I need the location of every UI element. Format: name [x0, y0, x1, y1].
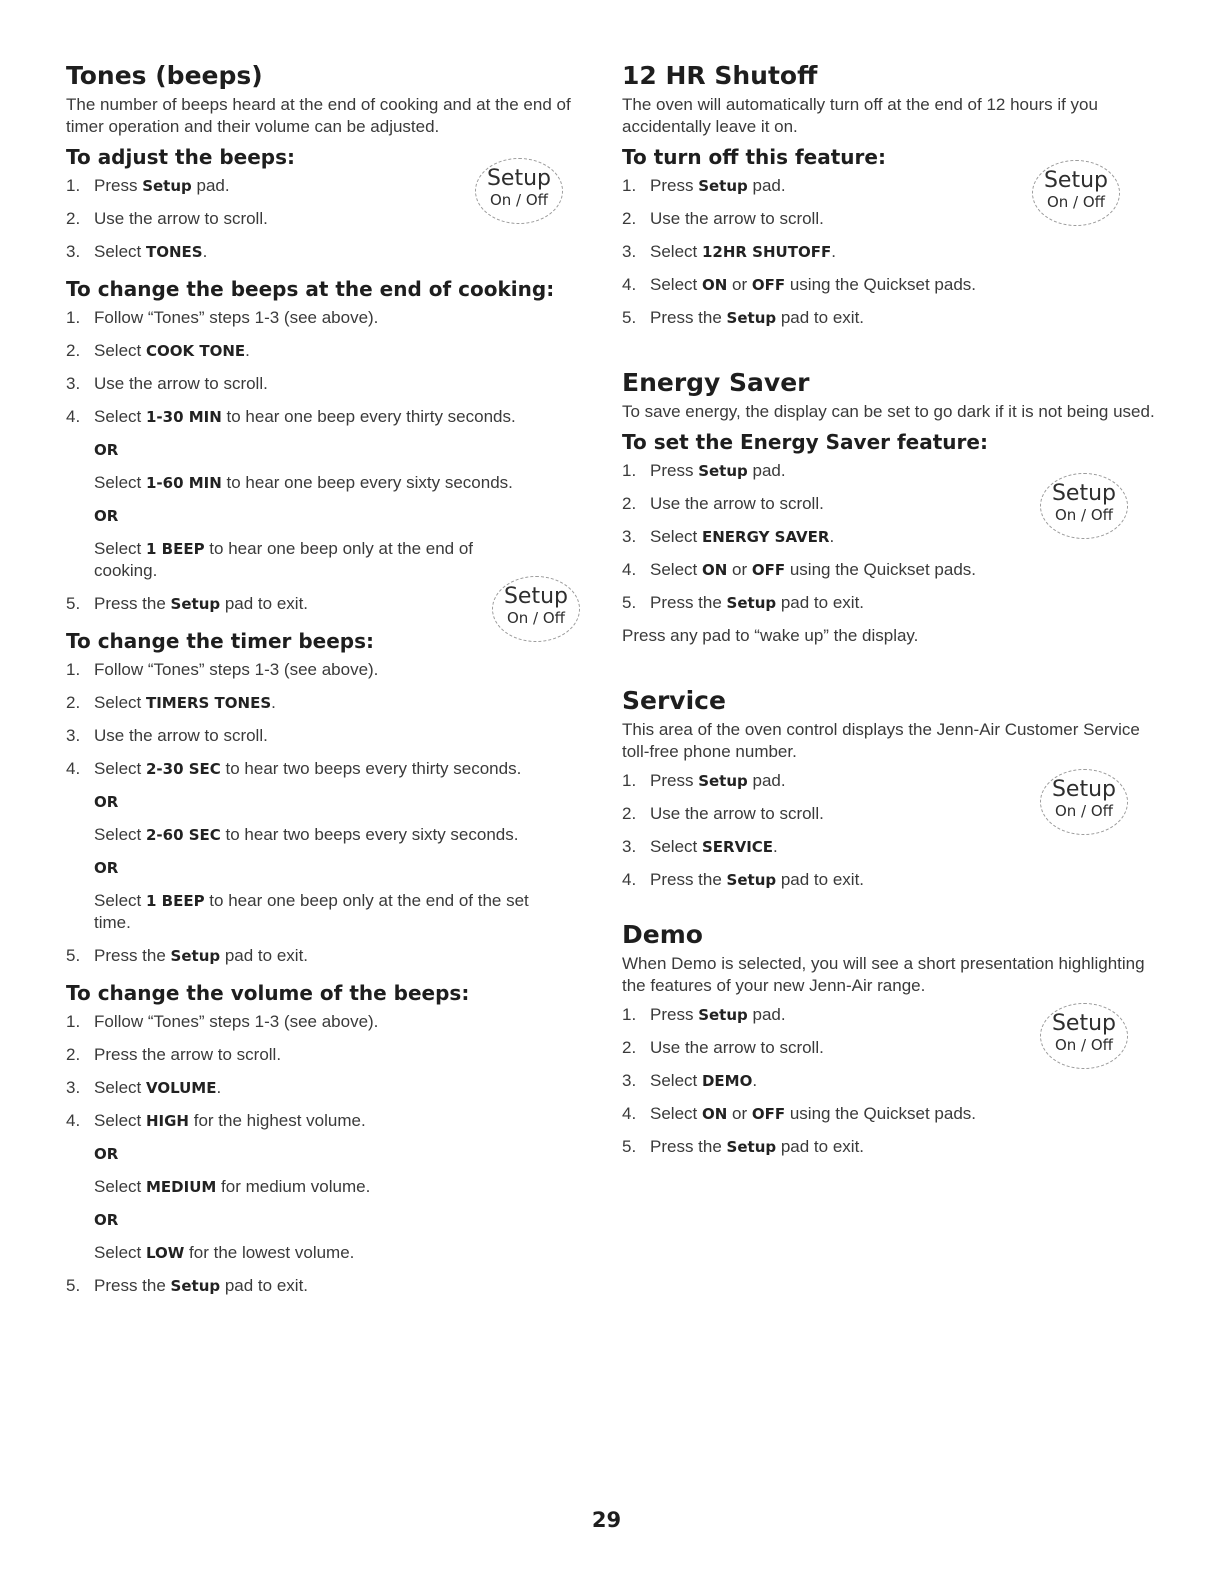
list-item: 4. Select HIGH for the highest volume. OR Select MEDIUM for medium volume. OR Select LOW for the lowest volume. [66, 1110, 586, 1264]
or-label: OR [94, 441, 119, 459]
service-section [622, 683, 1157, 891]
shutoff-title: 12 HR Shutoff [622, 61, 818, 90]
or-label: OR [94, 859, 119, 877]
list-item: 4. Select 2-30 SEC to hear two beeps every thirty seconds. OR Select 2-60 SEC to hear two beeps every sixty seconds. OR Select 1 BEEP to hear one beep only at the end of the set time. [66, 758, 586, 934]
shutoff-heading: To turn off this feature: [622, 145, 886, 169]
list-item: 1. Press Setup pad. [66, 176, 230, 195]
left-column [66, 58, 586, 1308]
list-item: 2. Use the arrow to scroll. [622, 804, 824, 823]
list-item: 4. Select ON or OFF using the Quickset pads. [622, 560, 976, 579]
service-title: Service [622, 686, 726, 715]
list-item: 4. Press the Setup pad to exit. [622, 870, 865, 889]
list-item: 3. Select SERVICE. [622, 837, 778, 856]
tones-title: Tones (beeps) [66, 61, 263, 90]
list-item: 4. Select 1-30 MIN to hear one beep every thirty seconds. OR Select 1-60 MIN to hear one beep every sixty seconds. OR Select 1 BEEP to hear one beep only at the end of cooking. [66, 406, 586, 582]
timer-beeps-steps [66, 659, 586, 967]
list-item: 4. Select ON or OFF using the Quickset pads. [622, 275, 976, 294]
list-item: 5. Press the Setup pad to exit. [622, 308, 865, 327]
page-number: 29 [591, 1508, 622, 1532]
list-item: 2. Press the arrow to scroll. [66, 1045, 282, 1064]
cooking-beeps-heading: To change the beeps at the end of cooking: [66, 277, 555, 301]
timer-beeps-heading: To change the timer beeps: [66, 629, 374, 653]
list-item: 5. Press the Setup pad to exit. [622, 593, 865, 612]
list-item: 3. Select VOLUME. [66, 1078, 222, 1097]
setup-pad-icon: Setup On / Off [1040, 473, 1128, 539]
list-item: 2. Select COOK TONE. [66, 341, 250, 360]
list-item: 5. Press the Setup pad to exit. [622, 1137, 865, 1156]
or-label: OR [94, 507, 119, 525]
right-column [622, 58, 1157, 1169]
energy-note: Press any pad to “wake up” the display. [622, 626, 919, 645]
cooking-beeps-steps [66, 307, 586, 615]
list-item: 1. Follow “Tones” steps 1-3 (see above). [66, 1012, 379, 1031]
list-item: 1. Press Setup pad. [622, 176, 786, 195]
or-label: OR [94, 1145, 119, 1163]
list-item: 5. Press the Setup pad to exit. [66, 1276, 309, 1295]
setup-pad-icon: Setup On / Off [1040, 769, 1128, 835]
setup-pad-icon: Setup On / Off [492, 576, 580, 642]
tones-section [66, 58, 586, 1297]
list-item: 2. Use the arrow to scroll. [66, 209, 268, 228]
volume-beeps-heading: To change the volume of the beeps: [66, 981, 470, 1005]
list-item: 2. Select TIMERS TONES. [66, 693, 276, 712]
list-item: 2. Use the arrow to scroll. [622, 1038, 824, 1057]
list-item: 5. Press the Setup pad to exit. [66, 946, 309, 965]
list-item: 3. Select ENERGY SAVER. [622, 527, 835, 546]
or-label: OR [94, 1211, 119, 1229]
demo-intro: When Demo is selected, you will see a short presentation highlighting the features of your new Jenn-Air range. [622, 954, 1145, 995]
list-item: 1. Press Setup pad. [622, 1005, 786, 1024]
list-item: 1. Follow “Tones” steps 1-3 (see above). [66, 660, 379, 679]
service-intro: This area of the oven control displays the Jenn-Air Customer Service toll-free phone number. [622, 720, 1140, 761]
list-item: 3. Use the arrow to scroll. [66, 374, 268, 393]
setup-pad-icon: Setup On / Off [475, 158, 563, 224]
adjust-beeps-heading: To adjust the beeps: [66, 145, 296, 169]
energy-intro: To save energy, the display can be set to go dark if it is not being used. [622, 402, 1155, 421]
energy-heading: To set the Energy Saver feature: [622, 430, 988, 454]
list-item: 4. Select ON or OFF using the Quickset pads. [622, 1104, 976, 1123]
list-item: 1. Follow “Tones” steps 1-3 (see above). [66, 308, 379, 327]
demo-section [622, 917, 1157, 1158]
or-label: OR [94, 793, 119, 811]
shutoff-section [622, 58, 1157, 329]
setup-pad-icon: Setup On / Off [1032, 160, 1120, 226]
list-item: 3. Select DEMO. [622, 1071, 758, 1090]
list-item: 1. Press Setup pad. [622, 771, 786, 790]
list-item: 2. Use the arrow to scroll. [622, 209, 824, 228]
tones-intro: The number of beeps heard at the end of cooking and at the end of timer operation and their volume can be adjusted. [66, 95, 571, 136]
demo-title: Demo [622, 920, 703, 949]
energy-title: Energy Saver [622, 368, 810, 397]
energy-section [622, 365, 1157, 647]
setup-pad-icon: Setup On / Off [1040, 1003, 1128, 1069]
list-item: 2. Use the arrow to scroll. [622, 494, 824, 513]
shutoff-intro: The oven will automatically turn off at the end of 12 hours if you accidentally leave it on. [622, 95, 1098, 136]
list-item: 3. Select 12HR SHUTOFF. [622, 242, 836, 261]
list-item: 3. Select TONES. [66, 242, 208, 261]
list-item: 5. Press the Setup pad to exit. [66, 594, 309, 613]
list-item: 1. Press Setup pad. [622, 461, 786, 480]
volume-beeps-steps [66, 1011, 586, 1297]
list-item: 3. Use the arrow to scroll. [66, 726, 268, 745]
